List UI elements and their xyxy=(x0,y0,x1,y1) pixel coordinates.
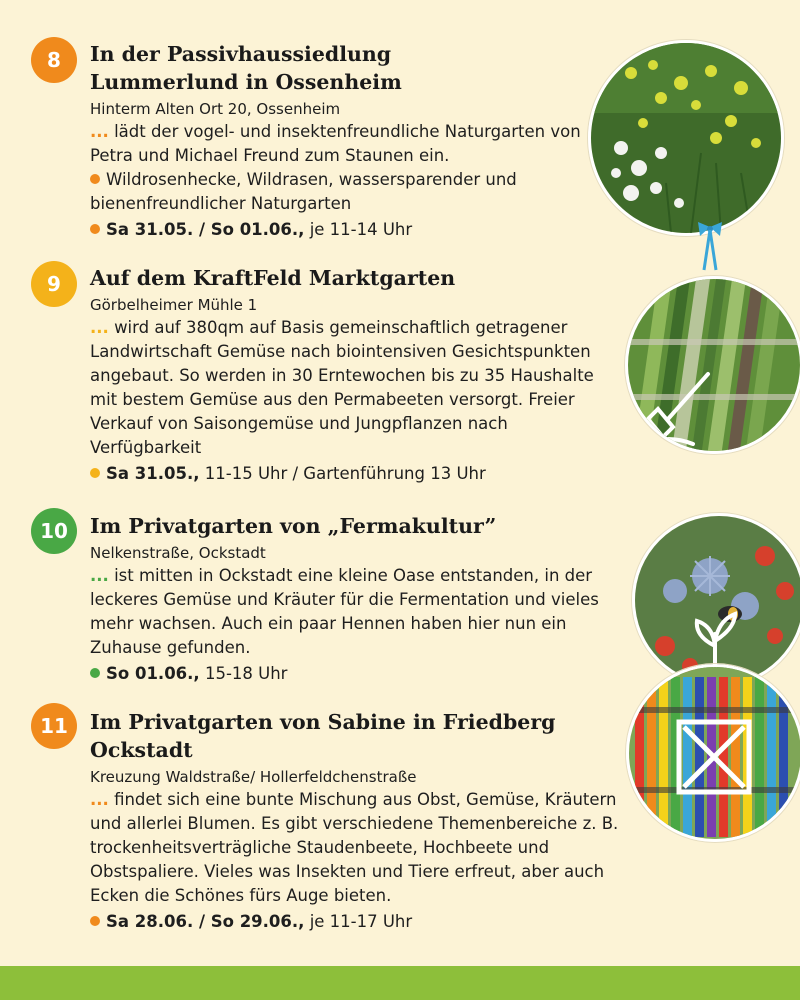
bullet-dot-icon xyxy=(90,224,100,234)
bullet-dot-icon xyxy=(90,668,100,678)
garden-entry xyxy=(90,512,630,686)
dates-time: je 11-14 Uhr xyxy=(309,220,413,239)
entry-number-badge: 11 xyxy=(31,703,77,749)
garden-entry xyxy=(90,264,630,486)
entry-title: In der Passivhaussiedlung Lummerlund in Ossenheim xyxy=(90,42,402,94)
entry-address: Nelkenstraße, Ockstadt xyxy=(90,544,266,562)
description-text: wird auf 380qm auf Basis gemeinschaftlich getragener Landwirtschaft Gemüse nach biointensiven Gesichtspunkten angebaut. So werden in 30 Erntewochen bis zu 35 Haushalte mit bestem Gemüse aus den Permabeeten versorgt. Freier Verkauf von Saisongemüse und Jungpflanzen nach Verfügbarkeit xyxy=(90,318,594,457)
dates-bold: Sa 28.06. / So 29.06., xyxy=(106,912,305,931)
bullet-dot-icon xyxy=(90,174,100,184)
vegetable-beds-aerial-photo xyxy=(625,276,800,454)
dates-time: 11-15 Uhr / Gartenführung 13 Uhr xyxy=(204,464,486,483)
description-text: lädt der vogel- und insektenfreundliche Naturgarten von Petra und Michael Freund zum Staunen ein. xyxy=(90,122,581,165)
entry-number-badge: 8 xyxy=(31,37,77,83)
dates-bold: So 01.06., xyxy=(106,664,200,683)
garden-entry xyxy=(90,708,630,934)
flower-garden-photo xyxy=(588,40,784,236)
ellipsis: ... xyxy=(90,566,109,585)
entry-description xyxy=(90,316,620,460)
entry-title: Im Privatgarten von Sabine in Friedberg Ockstadt xyxy=(90,710,556,762)
dates-time: je 11-17 Uhr xyxy=(309,912,413,931)
entry-title: Auf dem KraftFeld Marktgarten xyxy=(90,266,456,290)
ellipsis: ... xyxy=(90,790,109,809)
footer-bar xyxy=(0,966,800,1000)
garden-entry xyxy=(90,40,630,242)
entry-address: Kreuzung Waldstraße/ Hollerfeldchenstraße xyxy=(90,768,417,786)
entry-address: Hinterm Alten Ort 20, Ossenheim xyxy=(90,100,341,118)
ribbon-bow-icon xyxy=(690,222,730,272)
dates-bold: Sa 31.05. / So 01.06., xyxy=(106,220,305,239)
entry-dates xyxy=(90,462,630,486)
ellipsis: ... xyxy=(90,122,109,141)
entry-number-badge: 9 xyxy=(31,261,77,307)
entry-title: Im Privatgarten von „Fermakultur” xyxy=(90,514,497,538)
entry-dates xyxy=(90,910,630,934)
thistle-bee-photo xyxy=(632,513,800,687)
feature-text: Wildrosenhecke, Wildrasen, wassersparender und bienenfreundlicher Naturgarten xyxy=(90,170,517,213)
entry-description xyxy=(90,120,582,168)
entry-feature xyxy=(90,168,582,216)
entry-description xyxy=(90,564,610,660)
description-text: findet sich eine bunte Mischung aus Obst, Gemüse, Kräutern und allerlei Blumen. Es gibt verschiedene Themenbereiche z. B. trockenheitsverträgliche Staudenbeete, Hochbeete und Obstspaliere. Vieles was Insekten und Tiere erfreut, aber auch Ecken die Schönes fürs Auge bieten. xyxy=(90,790,619,905)
bullet-dot-icon xyxy=(90,916,100,926)
entry-description xyxy=(90,788,620,908)
entry-number-badge: 10 xyxy=(31,508,77,554)
description-text: ist mitten in Ockstadt eine kleine Oase entstanden, in der leckeres Gemüse und Kräuter für die Fermentation und vieles mehr wachsen. Auch ein paar Hennen haben hier nun ein Zuhause gefunden. xyxy=(90,566,599,657)
colorful-fence-photo xyxy=(626,664,800,842)
ellipsis: ... xyxy=(90,318,109,337)
dates-time: 15-18 Uhr xyxy=(204,664,288,683)
entry-address: Görbelheimer Mühle 1 xyxy=(90,296,258,314)
entry-dates xyxy=(90,218,630,242)
bullet-dot-icon xyxy=(90,468,100,478)
entry-dates xyxy=(90,662,630,686)
dates-bold: Sa 31.05., xyxy=(106,464,200,483)
